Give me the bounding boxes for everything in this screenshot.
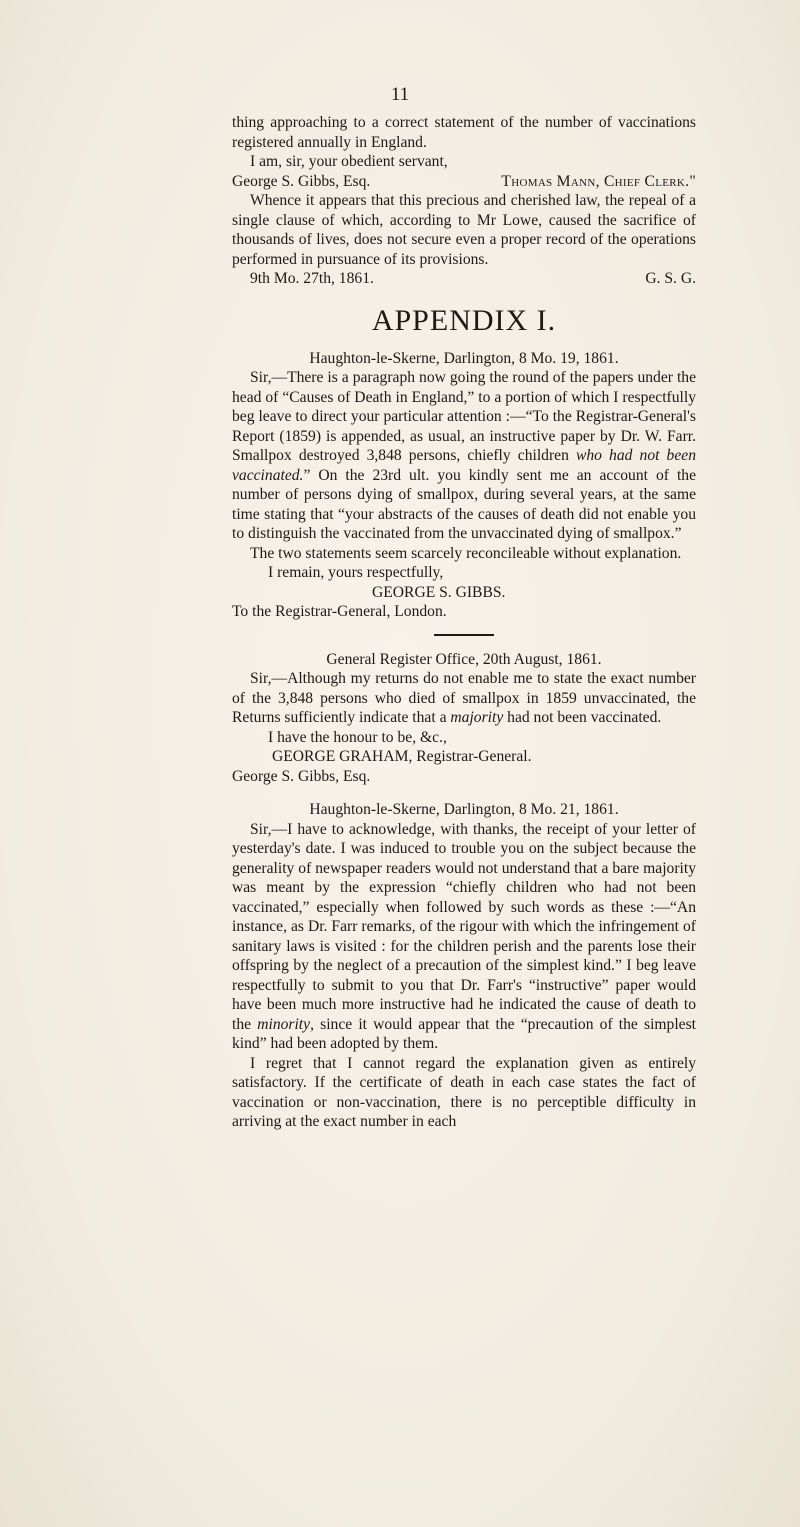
letter2-body-end: had not been vaccinated. — [503, 709, 662, 726]
letter1-body-italic: who had not been vaccinated. — [232, 447, 696, 484]
letter2-body — [232, 669, 696, 728]
letter1-body — [232, 368, 696, 544]
opening-closing: I am, sir, your obedient servant, — [250, 153, 448, 170]
letter1-address: Haughton-le-Skerne, Darlington, 8 Mo. 19, 1861. — [309, 349, 619, 367]
letter2-body-italic: majority — [450, 709, 504, 726]
opening-commentary: Whence it appears that this precious and cherished law, the repeal of a single clause of which, according to Mr Lowe, caused the sacrifice of thousands of lives, does not secure even a proper record of the operations performed in pursuance of its provisions. — [232, 192, 696, 268]
appendix-heading: APPENDIX I. — [371, 303, 557, 337]
letter3-body-end: , since it would appear that the “precaution of the simplest kind” had been adopted by them. — [232, 1015, 696, 1052]
opening-paragraph: thing approaching to a correct statement of the number of vaccinations registered annually in England. — [232, 114, 696, 151]
letter1-recipient: To the Registrar-General, London. — [232, 603, 447, 620]
letter3-body-2: I regret that I cannot regard the explanation given as entirely satisfactory. If the certificate of death in each case states the fact of vaccination or non-vaccination, there is no perceptible difficulty in arriving at the exact number in each — [232, 1054, 696, 1130]
letter2-body-start: Sir,—Although my returns do not enable me to state the exact number of the 3,848 persons who died of smallpox in 1859 unvaccinated, the Returns sufficiently indicate that a — [232, 670, 696, 726]
opening-signatory: Thomas Mann, Chief Clerk." — [501, 172, 696, 190]
letter2-recipient: George S. Gibbs, Esq. — [232, 767, 371, 785]
opening-signature-line — [232, 172, 696, 192]
section-divider — [434, 634, 494, 636]
letter1-body-2: The two statements seem scarcely reconcileable without explanation. — [250, 544, 682, 562]
letter2-signature: GEORGE GRAHAM, Registrar-General. — [272, 748, 532, 765]
letter3-body — [232, 820, 696, 1054]
letter3-address: Haughton-le-Skerne, Darlington, 8 Mo. 21, 1861. — [309, 801, 619, 818]
opening-date: 9th Mo. 27th, 1861. — [250, 270, 374, 287]
letter1-closing: I remain, yours respectfully, — [268, 564, 444, 581]
letter1-body-start: Sir,—There is a paragraph now going the round of the papers under the head of “Causes of Death in England,” to a portion of which I respectfully beg leave to direct your particular attention :—“To the Registrar-General's Report (1859) is appended, as usual, an instructive paper by Dr. W. Farr. Smallpox destroyed 3,848 persons, chiefly children — [232, 369, 696, 464]
letter1-body-end: ” On the 23rd ult. you kindly sent me an account of the number of persons dying of smallpox, during several years, at the same time stating that “your abstracts of the causes of death did not enable you to distinguish the vaccinated from the unvaccinated dying of smallpox.” — [232, 466, 696, 542]
spacer — [232, 786, 696, 800]
letter2-closing: I have the honour to be, &c., — [268, 728, 447, 746]
letter3-body-italic: minority — [257, 1015, 311, 1033]
opening-dateline — [232, 269, 696, 289]
opening-initials: G. S. G. — [645, 270, 696, 287]
opening-addressee: George S. Gibbs, Esq. — [232, 172, 371, 190]
text-column — [232, 113, 696, 1132]
letter3-body-start: Sir,—I have to acknowledge, with thanks, the receipt of your letter of yesterday's date. I was induced to trouble you on the subject because the generality of newspaper readers would not understand that a bare majority was meant by the expression “chiefly children who had not been vaccinated,” especially when followed by such words as these :—“An instance, as Dr. Farr remarks, of the rigour with which the infringement of sanitary laws is visited : for the children perish and the parents lose their offspring by the neglect of a precaution of the simplest kind.” I beg leave respectfully to submit to you that Dr. Farr's “instructive” paper would have been much more instructive had he indicated the cause of death to the — [232, 820, 696, 1033]
page-number: 11 — [390, 84, 410, 105]
letter2-address: General Register Office, 20th August, 1861. — [326, 650, 602, 668]
letter1-signature: GEORGE S. GIBBS. — [372, 583, 506, 601]
